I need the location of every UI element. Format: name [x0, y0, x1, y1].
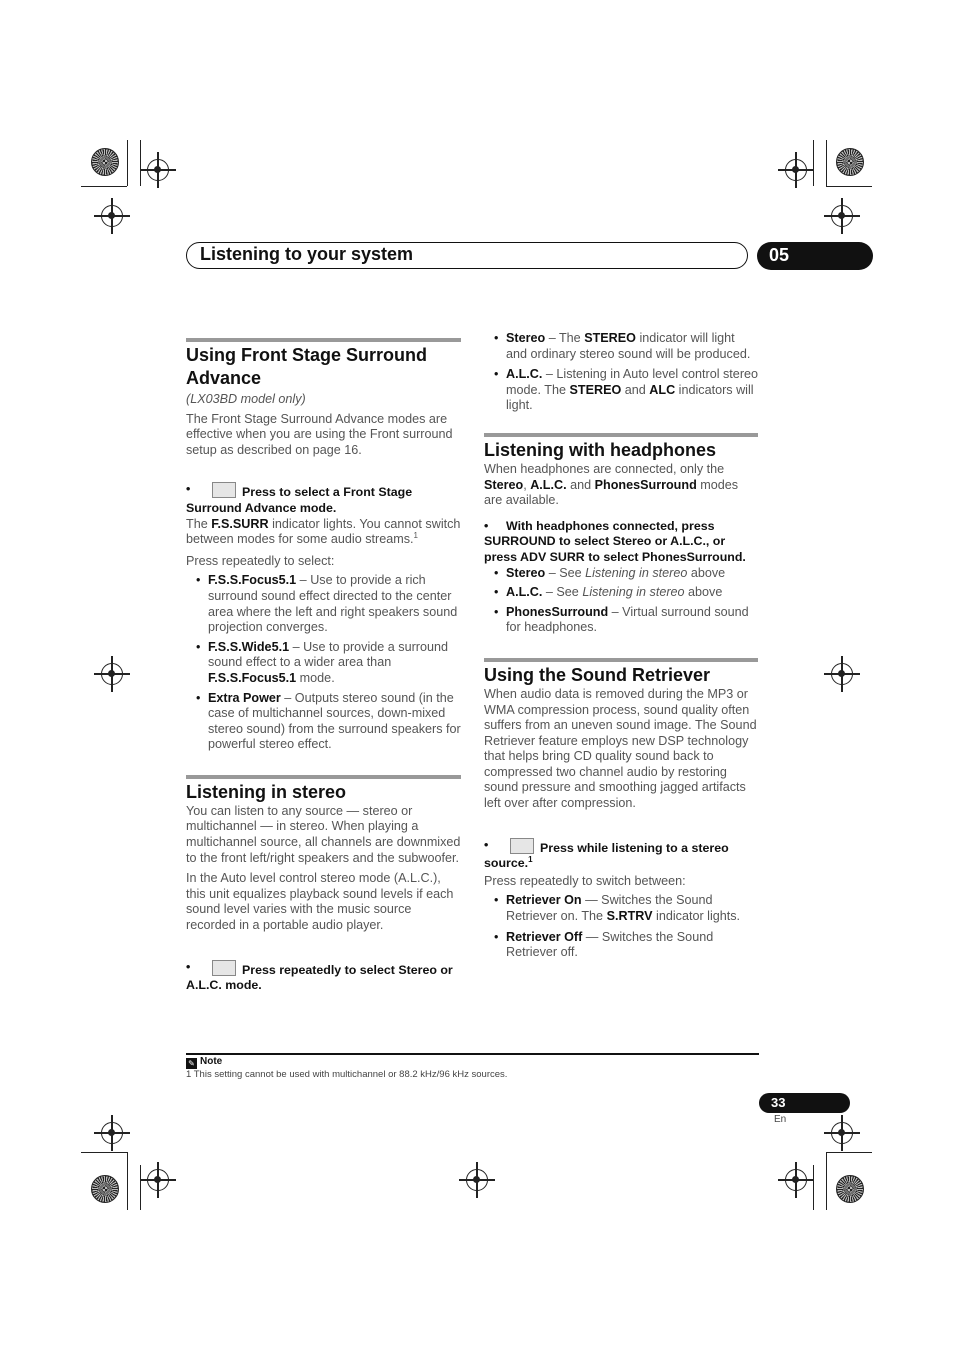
registration-mark-icon — [101, 1122, 123, 1144]
list-item: • Retriever Off — Switches the Sound Retriever off. — [484, 930, 758, 961]
pencil-icon: ✎ — [186, 1058, 197, 1069]
headphones-mode-list — [484, 566, 758, 636]
fssa-step: • Press to select a Front Stage Surround Advance mode. — [186, 482, 413, 515]
remote-button-icon — [510, 838, 534, 854]
stereo-paragraph-2: In the Auto level control stereo mode (A.L.C.), this unit equalizes playback sound levels if each sound level varies with the music source recorded in a portable audio player. — [186, 871, 454, 933]
registration-mark-icon — [831, 663, 853, 685]
list-item: • PhonesSurround – Virtual surround sound for headphones. — [484, 605, 758, 636]
sound-retriever-intro: When audio data is removed during the MP3 or WMA compression process, sound quality often suffers from an uneven sound image. The Sound Retriever feature employs new DSP technology that helps bring CD quality sound back to compressed two channel audio by restoring sound pressure and smoothing jagged artifacts left over after compression. — [484, 686, 757, 811]
note-rule — [186, 1053, 759, 1055]
headphones-step: • With headphones connected, press SURROUND to select Stereo or A.L.C., or press ADV SURR to select PhonesSurround. — [484, 518, 746, 564]
section-rule — [186, 775, 461, 779]
fssa-indicator-text: The F.S.SURR indicator lights. You cannot switch between modes for some audio streams.$^1$ — [186, 516, 461, 547]
list-item: • Stereo – The STEREO indicator will light and ordinary stereo sound will be produced. — [484, 331, 758, 362]
list-item: • A.L.C. – Listening in Auto level control stereo mode. The STEREO and ALC indicators will light. — [484, 367, 758, 414]
chapter-title: Listening to your system — [200, 244, 414, 264]
list-item: • Retriever On — Switches the Sound Retriever on. The S.RTRV indicator lights. — [484, 893, 758, 924]
stereo-paragraph-1: You can listen to any source — stereo or multichannel — in stereo. When playing a multichannel source, all channels are downmixed to the front left/right speakers and the subwoofer. — [186, 803, 461, 865]
registration-mark-icon — [101, 205, 123, 227]
remote-button-icon — [212, 482, 236, 498]
section-rule — [484, 658, 758, 662]
page-number: 33 — [759, 1093, 850, 1113]
list-item: • Stereo – See Listening in stereo above — [484, 566, 758, 582]
list-item: • A.L.C. – See Listening in stereo above — [484, 585, 758, 601]
page-language: En — [774, 1114, 787, 1125]
registration-mark-icon — [831, 1122, 853, 1144]
model-note: (LX03BD model only) — [186, 392, 306, 406]
section-rule — [186, 338, 461, 342]
starburst-icon — [836, 148, 864, 176]
starburst-icon — [836, 1175, 864, 1203]
stereo-mode-list — [484, 331, 758, 414]
registration-mark-icon — [147, 159, 169, 181]
section-heading-headphones: Listening with headphones — [484, 439, 717, 460]
section-rule — [484, 433, 758, 437]
section-heading-stereo: Listening in stereo — [186, 781, 347, 802]
starburst-icon — [91, 1175, 119, 1203]
chapter-number: 05 — [757, 242, 873, 270]
stereo-step: • Press repeatedly to select Stereo or A.L.C. mode. — [186, 959, 453, 993]
list-item: • Extra Power – Outputs stereo sound (in the case of multichannel sources, down-mixed stereo sound) from the surround speakers for powerful stereo effect. — [186, 691, 461, 753]
registration-mark-icon — [466, 1169, 488, 1191]
sound-retriever-step: • Press while listening to a stereo source.$^1$ — [484, 837, 729, 871]
right-column — [484, 331, 758, 961]
registration-mark-icon — [147, 1169, 169, 1191]
registration-mark-icon — [831, 205, 853, 227]
registration-mark-icon — [785, 1169, 807, 1191]
fssa-intro: The Front Stage Surround Advance modes are effective when you are using the Front surround setup as described on page 16. — [186, 411, 453, 457]
section-heading-sound-retriever: Using the Sound Retriever — [484, 664, 711, 685]
note-heading: ✎ Note — [186, 1056, 222, 1069]
note-text: 1 This setting cannot be used with multichannel or 88.2 kHz/96 kHz sources. — [186, 1069, 508, 1080]
section-heading-fssa: Using Front Stage Surround Advance — [186, 345, 427, 388]
fssa-mode-list — [186, 573, 461, 753]
registration-mark-icon — [785, 159, 807, 181]
list-item: • F.S.S.Focus5.1 – Use to provide a rich surround sound effect directed to the center area where the left and right speakers sound projection converges. — [186, 573, 461, 635]
starburst-icon — [91, 148, 119, 176]
headphones-intro: When headphones are connected, only the Stereo, A.L.C. and PhonesSurround modes are available. — [484, 461, 739, 508]
registration-mark-icon — [101, 663, 123, 685]
left-column — [186, 338, 461, 994]
sound-retriever-repeat: Press repeatedly to switch between: — [484, 873, 686, 888]
remote-button-icon — [212, 960, 236, 976]
fssa-repeat-text: Press repeatedly to select: — [186, 553, 335, 568]
list-item: • F.S.S.Wide5.1 – Use to provide a surround sound effect to a wider area than F.S.S.Focus5.1 mode. — [186, 640, 461, 687]
sound-retriever-list — [484, 893, 758, 960]
